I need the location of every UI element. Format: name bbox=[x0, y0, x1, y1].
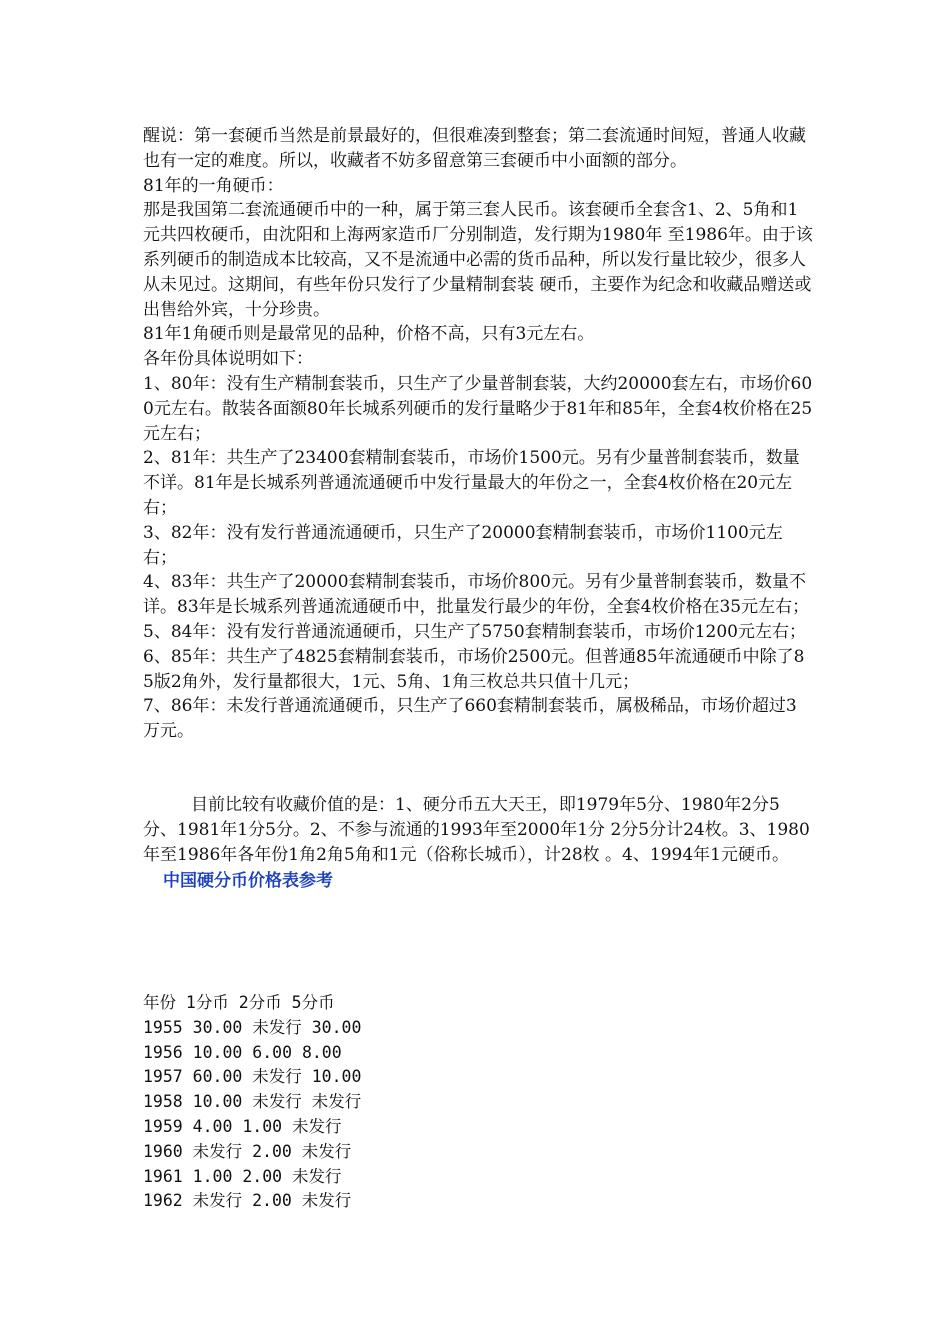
year-81-item: 2、81年：共生产了23400套精制套装币，市场价1500元。另有少量普制套装币，数量不详。81年是长城系列普通流通硬币中发行量最大的年份之一，全套4枚价格在20元左右； bbox=[143, 448, 800, 518]
year-83-item: 4、83年：共生产了20000套精制套装币，市场价800元。另有少量普制套装币，数量不详。83年是长城系列普通流通硬币中，批量发行最少的年份，全套4枚价格在35元左右； bbox=[143, 572, 810, 618]
collection-value-paragraph: 目前比较有收藏价值的是：1、硬分币五大天王，即1979年5分、1980年2分5分、1981年1分5分。2、不参与流通的1993年至2000年1分 2分5分计24枚。3、1980年至1986年各年份1角2角5角和1元（俗称长城币），计28枚 。4、1994年1元硬币。 bbox=[143, 794, 810, 865]
year-85-item: 6、85年：共生产了4825套精制套装币，市场价2500元。但普通85年流通硬币中除了85版2角外，发行量都很大，1元、5角、1角三枚总共只值十几元； bbox=[143, 646, 805, 692]
year-80-item: 1、80年：没有生产精制套装币，只生产了少量普制套装，大约20000套左右，市场价600元左右。散装各面额80年长城系列硬币的发行量略少于81年和85年，全套4枚价格在25元左右； bbox=[143, 373, 813, 444]
table-row: 1962 未发行 2.00 未发行 bbox=[143, 1191, 352, 1211]
table-row: 1957 60.00 未发行 10.00 bbox=[143, 1067, 362, 1087]
table-row: 1958 10.00 未发行 未发行 bbox=[143, 1092, 362, 1112]
series-description-paragraph: 那是我国第二套流通硬币中的一种，属于第三套人民币。该套硬币全套含1、2、5角和1元共四枚硬币，由沈阳和上海两家造币厂分别制造，发行期为1980年 至1986年。由于该系列硬币的制造成本比较高，又不是流通中必需的货币品种，所以发行量比较少，很多人从未见过。这期间，有些年份只发行了少量精制套装 硬币，主要作为纪念和收藏品赠送或出售给外宾，十分珍贵。 bbox=[143, 200, 813, 320]
dime-price-paragraph: 81年1角硬币则是最常见的品种，价格不高，只有3元左右。 bbox=[143, 324, 595, 345]
year-details-heading: 各年份具体说明如下： bbox=[143, 349, 313, 370]
blank-gap bbox=[143, 744, 813, 793]
table-row: 1956 10.00 6.00 8.00 bbox=[143, 1042, 342, 1062]
table-row: 1961 1.00 2.00 未发行 bbox=[143, 1166, 342, 1186]
article-body bbox=[143, 124, 813, 895]
intro-paragraph: 醒说：第一套硬币当然是前景最好的，但很难凑到整套；第二套流通时间短，普通人收藏也有一定的难度。所以，收藏者不妨多留意第三套硬币中小面额的部分。 bbox=[143, 126, 806, 171]
year-86-item: 7、86年：未发行普通流通硬币，只生产了660套精制套装币，属极稀品，市场价超过3万元。 bbox=[143, 696, 797, 742]
year-82-item: 3、82年：没有发行普通流通硬币，只生产了20000套精制套装币，市场价1100元左右； bbox=[143, 522, 783, 568]
price-table-header: 年份 1分币 2分币 5分币 bbox=[143, 993, 335, 1012]
year-84-item: 5、84年：没有发行普通流通硬币，只生产了5750套精制套装币，市场价1200元左右； bbox=[143, 621, 806, 642]
price-table bbox=[143, 991, 643, 1214]
table-row: 1959 4.00 1.00 未发行 bbox=[143, 1116, 342, 1136]
table-row: 1960 未发行 2.00 未发行 bbox=[143, 1141, 352, 1161]
price-table-title: 中国硬分币价格表参考 bbox=[163, 871, 333, 892]
table-row: 1955 30.00 未发行 30.00 bbox=[143, 1017, 362, 1037]
section-heading-81-dime: 81年的一角硬币： bbox=[143, 175, 284, 196]
